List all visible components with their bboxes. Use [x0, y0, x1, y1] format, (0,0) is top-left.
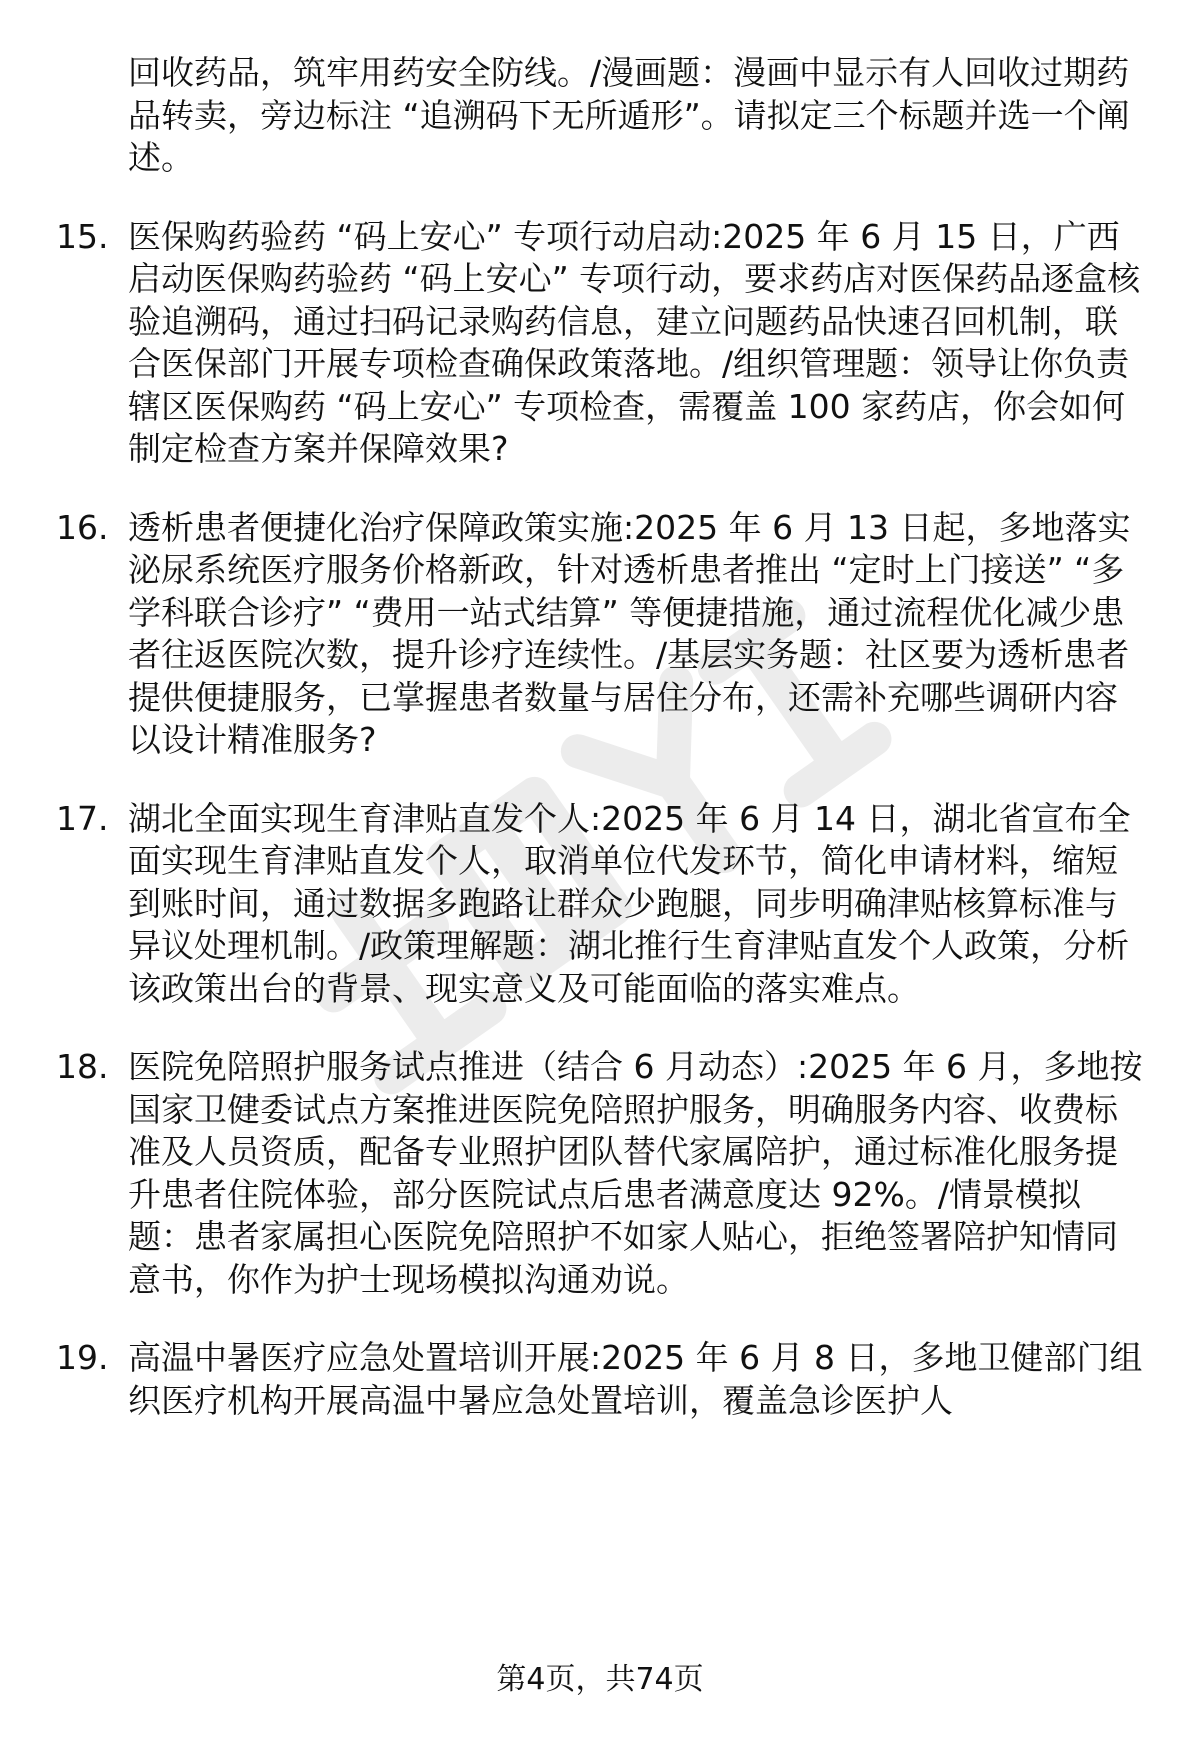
item-number: 15. — [56, 216, 109, 256]
list-item-16 — [56, 507, 1146, 762]
list-item-19 — [56, 1337, 1146, 1422]
item-text: 湖北全面实现生育津贴直发个人:2025 年 6 月 14 日，湖北省宣布全面实现生育津贴直发个人，取消单位代发环节，简化申请材料，缩短到账时间，通过数据多跑路让群众少跑腿，同步明确津贴核算标准与异议处理机制。/政策理解题：湖北推行生育津贴直发个人政策，分析该政策出台的背景、现实意义及可能面临的落实难点。 — [128, 798, 1131, 1008]
page-footer: 第4页，共74页 — [496, 1662, 704, 1697]
document-body — [56, 52, 1146, 1458]
item-number: 17. — [56, 798, 109, 838]
item-text: 医院免陪照护服务试点推进（结合 6 月动态）:2025 年 6 月，多地按国家卫健委试点方案推进医院免陪照护服务，明确服务内容、收费标准及人员资质，配备专业照护团队替代家属陪护，通过标准化服务提升患者住院体验，部分医院试点后患者满意度达 92%。/情景模拟题：患者家属担心医院免陪照护不如家人贴心，拒绝签署陪护知情同意书，你作为护士现场模拟沟通劝说。 — [128, 1047, 1143, 1299]
intro-paragraph: 回收药品，筑牢用药安全防线。/漫画题：漫画中显示有人回收过期药品转卖，旁边标注 “追溯码下无所遁形”。请拟定三个标题并选一个阐述。 — [128, 53, 1130, 177]
list-item-17 — [56, 798, 1146, 1011]
list-item-18 — [56, 1046, 1146, 1301]
item-text: 透析患者便捷化治疗保障政策实施:2025 年 6 月 13 日起，多地落实泌尿系统医疗服务价格新政，针对透析患者推出 “定时上门接送” “多学科联合诊疗” “费用一站式结算” 等便捷措施，通过流程优化减少患者往返医院次数，提升诊疗连续性。/基层实务题：社区要为透析患者提供便捷服务，已掌握患者数量与居住分布，还需补充哪些调研内容以设计精准服务? — [128, 507, 1131, 759]
list-item-15 — [56, 216, 1146, 471]
item-number: 19. — [56, 1338, 109, 1377]
item-number: 16. — [56, 507, 109, 547]
item-text: 医保购药验药 “码上安心” 专项行动启动:2025 年 6 月 15 日，广西启动医保购药验药 “码上安心” 专项行动，要求药店对医保药品逐盒核验追溯码，通过扫码记录购药信息，建立问题药品快速召回机制，联合医保部门开展专项检查确保政策落地。/组织管理题：领导让你负责辖区医保购药 “码上安心” 专项检查，需覆盖 100 家药店，你会如何制定检查方案并保障效果? — [128, 216, 1141, 468]
item-text: 高温中暑医疗应急处置培训开展:2025 年 6 月 8 日，多地卫健部门组织医疗机构开展高温中暑应急处置培训，覆盖急诊医护人 — [128, 1338, 1143, 1420]
item-number: 18. — [56, 1047, 109, 1086]
